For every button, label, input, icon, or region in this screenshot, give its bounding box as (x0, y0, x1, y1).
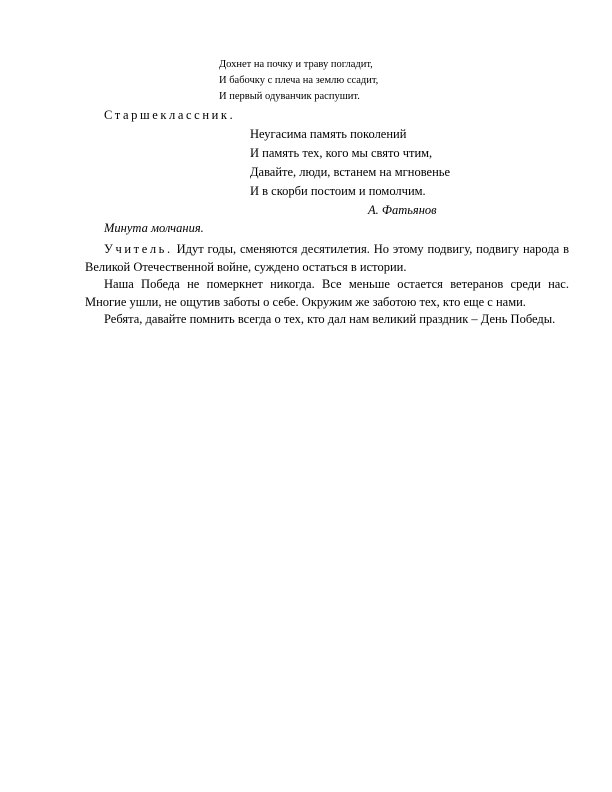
speech-text: Идут годы, сменяются десятилетия. Но этому подвигу, подвигу народа в Великой Отечественной войне, суждено остаться в истории. (85, 242, 569, 274)
stage-direction: Минута молчания. (104, 221, 204, 235)
speech-paragraph (85, 241, 569, 276)
speech-paragraph: Наша Победа не померкнет никогда. Все меньше остается ветеранов среди нас. Многие ушли, не ощутив заботы о себе. Окружим же заботою тех, кто еще с нами. (85, 277, 569, 309)
poem-line: И память тех, кого мы свято чтим, (250, 146, 433, 160)
poem-line: Давайте, люди, встанем на мгновенье (250, 165, 451, 179)
teacher-speech (85, 241, 569, 329)
senior-speaker-label: Старшеклассник. (104, 108, 236, 122)
stanza-line: Дохнет на почку и траву погладит, (219, 59, 373, 70)
stanza-line: И бабочку с плеча на землю ссадит, (219, 75, 379, 86)
poem-line: Неугасима память поколений (250, 127, 407, 141)
poem-line: И в скорби постоим и помолчим. (250, 184, 426, 198)
opening-stanza (219, 57, 378, 105)
poem-author: А. Фатьянов (368, 203, 437, 217)
senior-poem (250, 125, 450, 220)
speech-paragraph: Ребята, давайте помнить всегда о тех, кто дал нам великий праздник – День Победы. (104, 312, 556, 326)
teacher-speaker-label: Учитель. (104, 242, 173, 256)
stanza-line: И первый одуванчик распушит. (219, 91, 360, 102)
